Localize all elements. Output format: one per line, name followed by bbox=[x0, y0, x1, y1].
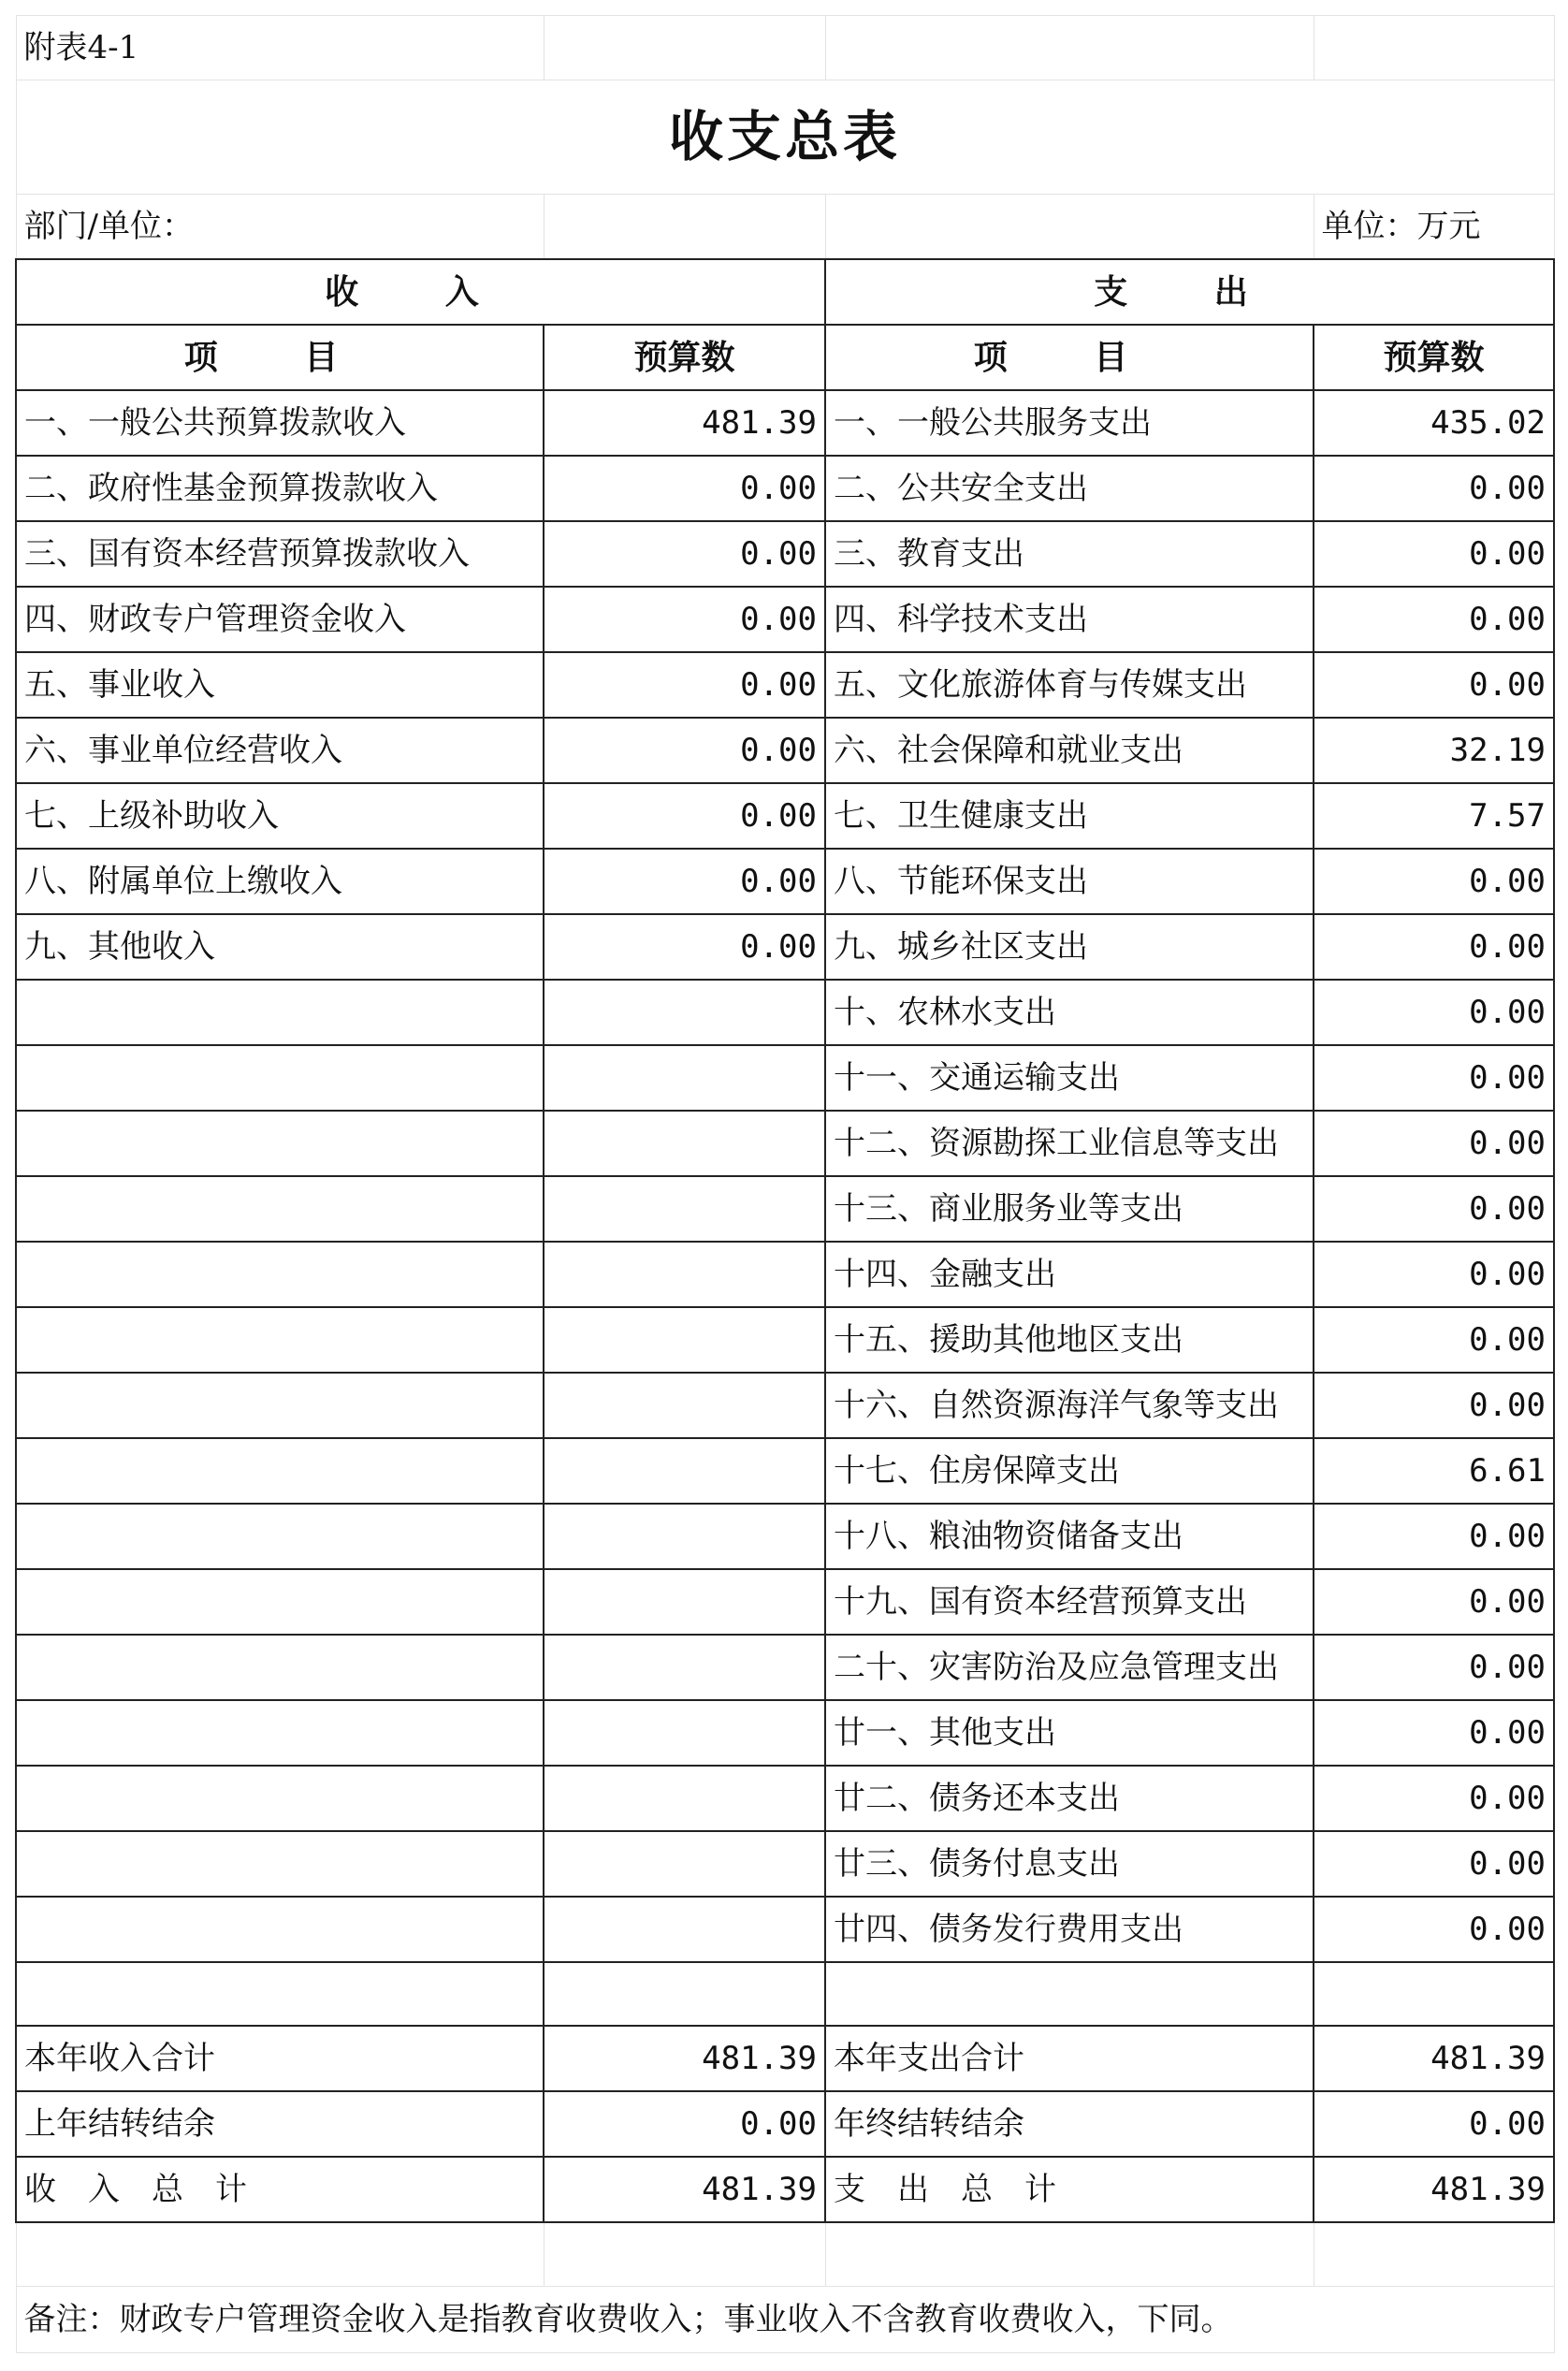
budget-summary-table bbox=[15, 15, 1555, 2353]
expense-item-cell: 十六、自然资源海洋气象等支出 bbox=[825, 1373, 1314, 1438]
income-item-cell bbox=[16, 1307, 544, 1373]
income-item-cell bbox=[16, 1176, 544, 1242]
expense-item-cell: 廿三、债务付息支出 bbox=[825, 1831, 1314, 1897]
expense-value-cell: 0.00 bbox=[1314, 1111, 1554, 1176]
income-value-cell bbox=[544, 1504, 825, 1569]
income-value-cell: 0.00 bbox=[544, 849, 825, 914]
income-item-cell bbox=[16, 1045, 544, 1111]
expense-value-cell: 7.57 bbox=[1314, 783, 1554, 849]
expense-item-cell: 五、文化旅游体育与传媒支出 bbox=[825, 652, 1314, 718]
income-item-cell bbox=[16, 1700, 544, 1766]
expense-value-cell: 0.00 bbox=[1314, 1176, 1554, 1242]
income-value-cell bbox=[544, 1831, 825, 1897]
expense-item-cell: 廿二、债务还本支出 bbox=[825, 1766, 1314, 1831]
expense-item-cell: 二十、灾害防治及应急管理支出 bbox=[825, 1635, 1314, 1700]
column-header-row bbox=[16, 325, 1554, 390]
income-grand-total-value: 481.39 bbox=[544, 2157, 825, 2222]
expense-item-cell: 十七、住房保障支出 bbox=[825, 1438, 1314, 1504]
income-value-cell bbox=[544, 1635, 825, 1700]
expense-item-cell: 廿四、债务发行费用支出 bbox=[825, 1897, 1314, 1962]
table-row bbox=[16, 1504, 1554, 1569]
dept-label: 部门/单位： bbox=[16, 195, 544, 260]
income-value-cell bbox=[544, 980, 825, 1045]
expense-item-header: 项 目 bbox=[825, 325, 1314, 390]
expense-grand-total-value: 481.39 bbox=[1314, 2157, 1554, 2222]
table-row bbox=[16, 1766, 1554, 1831]
expense-value-cell: 481.39 bbox=[1314, 2026, 1554, 2091]
expense-value-cell: 0.00 bbox=[1314, 521, 1554, 587]
income-value-cell bbox=[544, 1766, 825, 1831]
income-item-cell: 八、附属单位上缴收入 bbox=[16, 849, 544, 914]
income-item-cell bbox=[16, 1831, 544, 1897]
table-row bbox=[16, 390, 1554, 456]
expense-item-cell: 十九、国有资本经营预算支出 bbox=[825, 1569, 1314, 1635]
expense-item-cell bbox=[825, 1962, 1314, 2026]
expense-value-cell: 0.00 bbox=[1314, 1307, 1554, 1373]
expense-value-cell: 0.00 bbox=[1314, 652, 1554, 718]
expense-value-cell: 0.00 bbox=[1314, 1373, 1554, 1438]
income-value-cell bbox=[544, 1700, 825, 1766]
expense-item-cell: 十五、援助其他地区支出 bbox=[825, 1307, 1314, 1373]
table-row bbox=[16, 914, 1554, 980]
table-row bbox=[16, 1111, 1554, 1176]
income-value-cell bbox=[544, 1373, 825, 1438]
expense-value-cell: 435.02 bbox=[1314, 390, 1554, 456]
income-value-cell: 481.39 bbox=[544, 2026, 825, 2091]
table-row bbox=[16, 783, 1554, 849]
page-title: 收支总表 bbox=[16, 80, 1554, 195]
income-item-cell: 九、其他收入 bbox=[16, 914, 544, 980]
table-row bbox=[16, 1373, 1554, 1438]
table-row bbox=[16, 1635, 1554, 1700]
income-item-header: 项 目 bbox=[16, 325, 544, 390]
income-value-cell bbox=[544, 1897, 825, 1962]
appendix-row bbox=[16, 16, 1554, 80]
income-item-cell bbox=[16, 1635, 544, 1700]
table-row bbox=[16, 1438, 1554, 1504]
income-item-cell bbox=[16, 1373, 544, 1438]
income-header: 收 入 bbox=[16, 259, 825, 325]
appendix-label: 附表4-1 bbox=[16, 16, 544, 80]
expense-item-cell: 十、农林水支出 bbox=[825, 980, 1314, 1045]
income-item-cell: 一、一般公共预算拨款收入 bbox=[16, 390, 544, 456]
expense-value-cell bbox=[1314, 1962, 1554, 2026]
unit-row bbox=[16, 195, 1554, 260]
total-row bbox=[16, 2026, 1554, 2091]
income-item-cell bbox=[16, 980, 544, 1045]
data-rows bbox=[16, 390, 1554, 2157]
expense-value-cell: 0.00 bbox=[1314, 1831, 1554, 1897]
expense-value-cell: 0.00 bbox=[1314, 1242, 1554, 1307]
total-row bbox=[16, 2091, 1554, 2157]
table-row bbox=[16, 1242, 1554, 1307]
expense-value-cell: 0.00 bbox=[1314, 587, 1554, 652]
income-item-cell bbox=[16, 1569, 544, 1635]
income-value-cell bbox=[544, 1962, 825, 2026]
expense-header: 支 出 bbox=[825, 259, 1554, 325]
expense-value-cell: 0.00 bbox=[1314, 1569, 1554, 1635]
income-value-cell: 0.00 bbox=[544, 2091, 825, 2157]
income-item-cell bbox=[16, 1962, 544, 2026]
income-item-cell bbox=[16, 1242, 544, 1307]
income-item-cell: 四、财政专户管理资金收入 bbox=[16, 587, 544, 652]
grand-total-row bbox=[16, 2157, 1554, 2222]
income-item-cell: 上年结转结余 bbox=[16, 2091, 544, 2157]
expense-item-cell: 三、教育支出 bbox=[825, 521, 1314, 587]
income-value-cell: 0.00 bbox=[544, 587, 825, 652]
expense-item-cell: 二、公共安全支出 bbox=[825, 456, 1314, 521]
expense-item-cell: 廿一、其他支出 bbox=[825, 1700, 1314, 1766]
income-item-cell bbox=[16, 1111, 544, 1176]
expense-item-cell: 十二、资源勘探工业信息等支出 bbox=[825, 1111, 1314, 1176]
expense-value-cell: 0.00 bbox=[1314, 1897, 1554, 1962]
table-row bbox=[16, 849, 1554, 914]
table-row bbox=[16, 1700, 1554, 1766]
income-value-cell: 0.00 bbox=[544, 652, 825, 718]
title-row bbox=[16, 80, 1554, 195]
expense-item-cell: 八、节能环保支出 bbox=[825, 849, 1314, 914]
income-budget-header: 预算数 bbox=[544, 325, 825, 390]
income-value-cell: 0.00 bbox=[544, 718, 825, 783]
income-value-cell bbox=[544, 1045, 825, 1111]
table-row bbox=[16, 718, 1554, 783]
table-row bbox=[16, 980, 1554, 1045]
footnote: 备注：财政专户管理资金收入是指教育收费收入；事业收入不含教育收费收入，下同。 bbox=[16, 2286, 1554, 2352]
income-item-cell: 二、政府性基金预算拨款收入 bbox=[16, 456, 544, 521]
expense-item-cell: 四、科学技术支出 bbox=[825, 587, 1314, 652]
expense-value-cell: 0.00 bbox=[1314, 456, 1554, 521]
table-row bbox=[16, 587, 1554, 652]
expense-value-cell: 0.00 bbox=[1314, 1045, 1554, 1111]
expense-value-cell: 0.00 bbox=[1314, 914, 1554, 980]
table-row bbox=[16, 1897, 1554, 1962]
expense-item-cell: 十三、商业服务业等支出 bbox=[825, 1176, 1314, 1242]
income-item-cell bbox=[16, 1897, 544, 1962]
expense-item-cell: 六、社会保障和就业支出 bbox=[825, 718, 1314, 783]
income-value-cell bbox=[544, 1438, 825, 1504]
note-row bbox=[16, 2286, 1554, 2352]
expense-item-cell: 十四、金融支出 bbox=[825, 1242, 1314, 1307]
expense-item-cell: 一、一般公共服务支出 bbox=[825, 390, 1314, 456]
income-value-cell bbox=[544, 1242, 825, 1307]
expense-item-cell: 十八、粮油物资储备支出 bbox=[825, 1504, 1314, 1569]
income-value-cell bbox=[544, 1176, 825, 1242]
expense-value-cell: 0.00 bbox=[1314, 1766, 1554, 1831]
income-value-cell: 0.00 bbox=[544, 783, 825, 849]
expense-item-cell: 七、卫生健康支出 bbox=[825, 783, 1314, 849]
income-item-cell bbox=[16, 1438, 544, 1504]
expense-budget-header: 预算数 bbox=[1314, 325, 1554, 390]
income-item-cell: 五、事业收入 bbox=[16, 652, 544, 718]
income-item-cell: 三、国有资本经营预算拨款收入 bbox=[16, 521, 544, 587]
table-row bbox=[16, 1569, 1554, 1635]
section-header-row bbox=[16, 259, 1554, 325]
expense-value-cell: 0.00 bbox=[1314, 849, 1554, 914]
income-value-cell bbox=[544, 1307, 825, 1373]
table-row bbox=[16, 652, 1554, 718]
income-value-cell: 0.00 bbox=[544, 914, 825, 980]
income-value-cell: 481.39 bbox=[544, 390, 825, 456]
expense-item-cell: 年终结转结余 bbox=[825, 2091, 1314, 2157]
table-row bbox=[16, 1307, 1554, 1373]
table-row bbox=[16, 1176, 1554, 1242]
expense-value-cell: 32.19 bbox=[1314, 718, 1554, 783]
blank-row bbox=[16, 2222, 1554, 2286]
income-item-cell bbox=[16, 1766, 544, 1831]
income-item-cell bbox=[16, 1504, 544, 1569]
expense-value-cell: 0.00 bbox=[1314, 980, 1554, 1045]
income-value-cell bbox=[544, 1569, 825, 1635]
table-row bbox=[16, 1831, 1554, 1897]
unit-label: 单位：万元 bbox=[1314, 195, 1554, 260]
income-value-cell: 0.00 bbox=[544, 521, 825, 587]
expense-item-cell: 十一、交通运输支出 bbox=[825, 1045, 1314, 1111]
table-row bbox=[16, 1962, 1554, 2026]
expense-item-cell: 九、城乡社区支出 bbox=[825, 914, 1314, 980]
table-row bbox=[16, 521, 1554, 587]
spreadsheet bbox=[15, 15, 1553, 2358]
expense-item-cell: 本年支出合计 bbox=[825, 2026, 1314, 2091]
expense-value-cell: 6.61 bbox=[1314, 1438, 1554, 1504]
expense-value-cell: 0.00 bbox=[1314, 1504, 1554, 1569]
table-row bbox=[16, 1045, 1554, 1111]
expense-value-cell: 0.00 bbox=[1314, 1700, 1554, 1766]
income-item-cell: 六、事业单位经营收入 bbox=[16, 718, 544, 783]
expense-value-cell: 0.00 bbox=[1314, 1635, 1554, 1700]
income-item-cell: 本年收入合计 bbox=[16, 2026, 544, 2091]
income-grand-total-label: 收入总计 bbox=[16, 2157, 544, 2222]
table-row bbox=[16, 456, 1554, 521]
income-item-cell: 七、上级补助收入 bbox=[16, 783, 544, 849]
expense-value-cell: 0.00 bbox=[1314, 2091, 1554, 2157]
income-value-cell bbox=[544, 1111, 825, 1176]
income-value-cell: 0.00 bbox=[544, 456, 825, 521]
expense-grand-total-label: 支出总计 bbox=[825, 2157, 1314, 2222]
